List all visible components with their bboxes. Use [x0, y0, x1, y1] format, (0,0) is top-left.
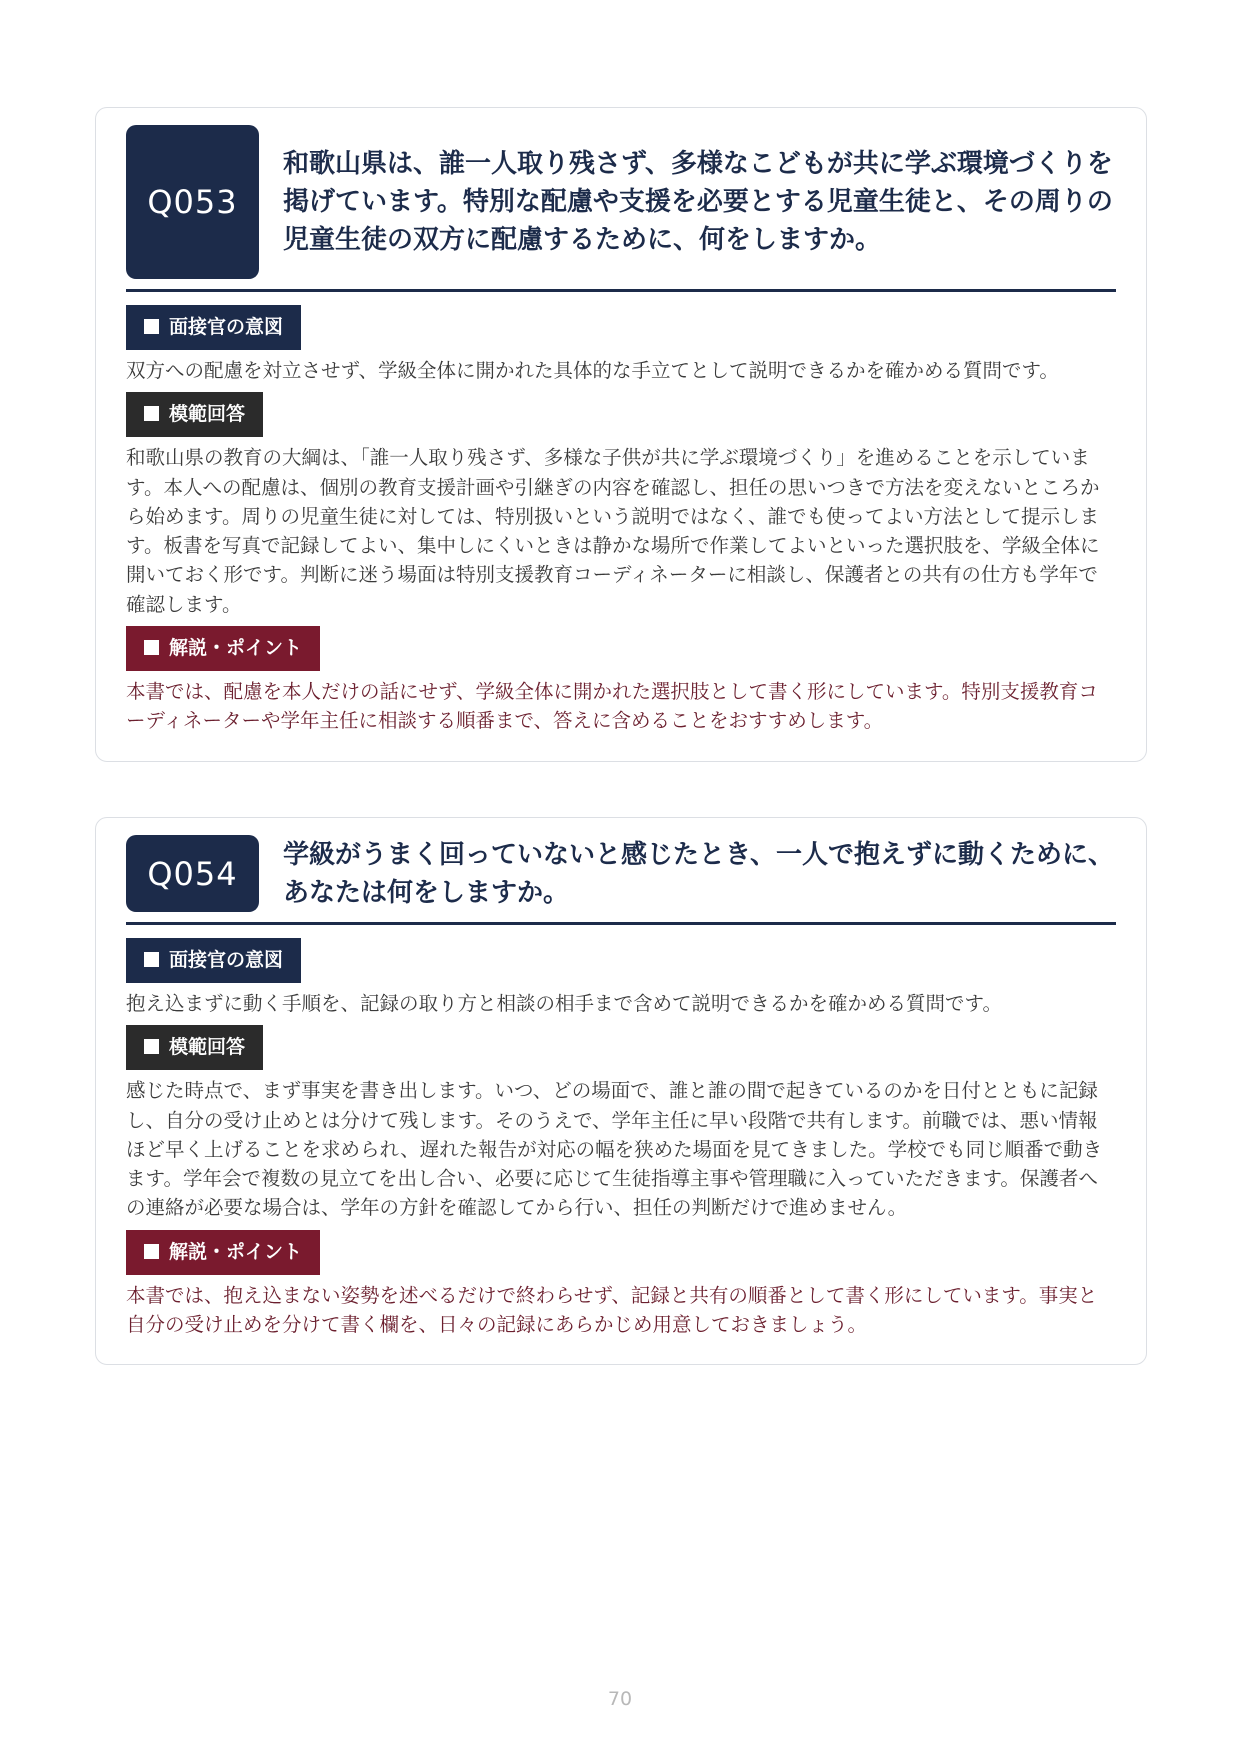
square-bullet-icon	[144, 640, 159, 655]
square-bullet-icon	[144, 319, 159, 334]
point-label	[126, 1230, 320, 1275]
intent-label	[126, 305, 301, 350]
point-label	[126, 626, 320, 671]
intent-text: 双方への配慮を対立させず、学級全体に開かれた具体的な手立てとして説明できるかを確かめる質問です。	[126, 359, 1059, 382]
answer-label-text: 模範回答	[169, 403, 246, 426]
point-text: 本書では、配慮を本人だけの話にせず、学級全体に開かれた選択肢として書く形にしています。特別支援教育コーディネーターや学年主任に相談する順番まで、答えに含めることをおすすめします。	[126, 680, 1098, 733]
answer-label-text: 模範回答	[169, 1036, 246, 1059]
page-number: 70	[607, 1688, 633, 1710]
question-number-badge: Q053	[126, 125, 259, 279]
question-title: 和歌山県は、誰一人取り残さず、多様なこどもが共に学ぶ環境づくりを掲げています。特別な配慮や支援を必要とする児童生徒と、その周りの児童生徒の双方に配慮するために、何をしますか。	[283, 149, 1113, 255]
answer-text: 感じた時点で、まず事実を書き出します。いつ、どの場面で、誰と誰の間で起きているのかを日付とともに記録し、自分の受け止めとは分けて残します。そのうえで、学年主任に早い段階で共有します。前職では、悪い情報ほど早く上げることを求められ、遅れた報告が対応の幅を狭めた場面を見てきました。学校でも同じ順番で動きます。学年会で複数の見立てを出し合い、必要に応じて生徒指導主事や管理職に入っていただきます。保護者への連絡が必要な場合は、学年の方針を確認してから行い、担任の判断だけで進めません。	[126, 1079, 1103, 1220]
point-label-text: 解説・ポイント	[169, 1240, 303, 1263]
intent-text: 抱え込まずに動く手順を、記録の取り方と相談の相手まで含めて説明できるかを確かめる質問です。	[126, 992, 1002, 1015]
question-card-q054	[95, 817, 1147, 1365]
question-card-q053	[95, 107, 1147, 762]
answer-text: 和歌山県の教育の大綱は、「誰一人取り残さず、多様な子供が共に学ぶ環境づくり」を進めることを示しています。本人への配慮は、個別の教育支援計画や引継ぎの内容を確認し、担任の思いつきで方法を変えないところから始めます。周りの児童生徒に対しては、特別扱いという説明ではなく、誰でも使ってよい方法として提示します。板書を写真で記録してよい、集中しにくいときは静かな場所で作業してよいといった選択肢を、学級全体に開いておく形です。判断に迷う場面は特別支援教育コーディネーターに相談し、保護者との共有の仕方も学年で確認します。	[126, 446, 1100, 616]
intent-label	[126, 938, 301, 983]
title-divider	[126, 289, 1116, 292]
question-number-badge: Q054	[126, 835, 259, 912]
answer-label	[126, 392, 263, 437]
square-bullet-icon	[144, 1244, 159, 1259]
question-header	[126, 125, 1116, 279]
intent-label-text: 面接官の意図	[169, 316, 284, 338]
square-bullet-icon	[144, 952, 159, 967]
square-bullet-icon	[144, 406, 159, 421]
point-label-text: 解説・ポイント	[169, 637, 303, 660]
question-title: 学級がうまく回っていないと感じたとき、一人で抱えずに動くために、あなたは何をしますか。	[283, 839, 1114, 908]
title-divider	[126, 922, 1116, 925]
answer-label	[126, 1025, 263, 1070]
point-text: 本書では、抱え込まない姿勢を述べるだけで終わらせず、記録と共有の順番として書く形にしています。事実と自分の受け止めを分けて書く欄を、日々の記録にあらかじめ用意しておきましょう。	[126, 1283, 1098, 1337]
intent-label-text: 面接官の意図	[169, 949, 284, 971]
square-bullet-icon	[144, 1039, 159, 1054]
question-header	[126, 835, 1116, 912]
